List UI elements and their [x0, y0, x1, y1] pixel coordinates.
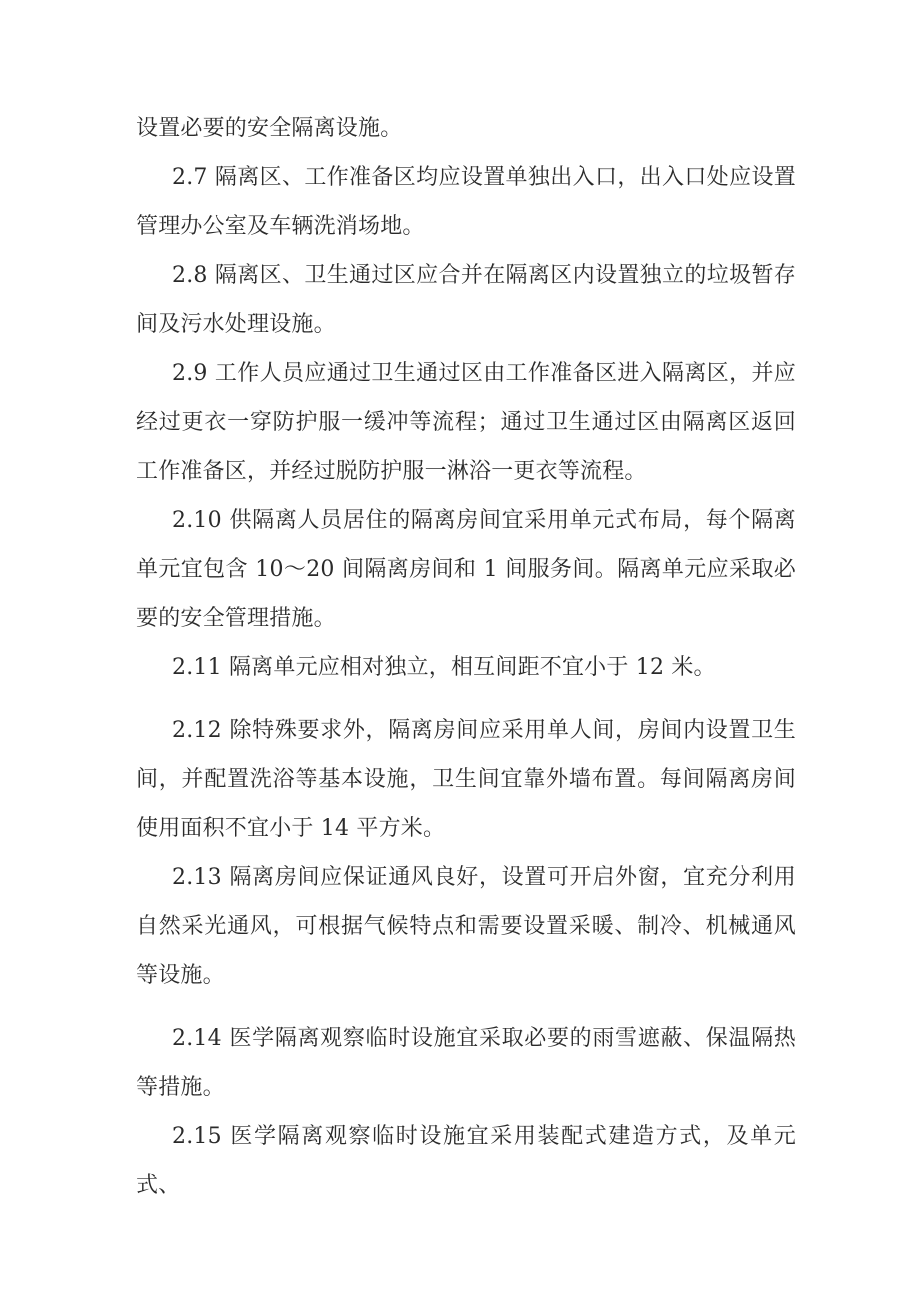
- paragraph-2-10: 2.10 供隔离人员居住的隔离房间宜采用单元式布局，每个隔离单元宜包含 10～20 间隔离房间和 1 间服务间。隔离单元应采取必要的安全管理措施。: [136, 508, 796, 631]
- document-body: [136, 104, 796, 1210]
- paragraph-2-13: 2.13 隔离房间应保证通风良好，设置可开启外窗，宜充分利用自然采光通风，可根据气候特点和需要设置采暖、制冷、机械通风等设施。: [136, 865, 796, 988]
- paragraph-continuation: 设置必要的安全隔离设施。: [136, 116, 403, 141]
- paragraph-2-14: 2.14 医学隔离观察临时设施宜采取必要的雨雪遮蔽、保温隔热等措施。: [136, 1026, 796, 1100]
- paragraph-2-15: 2.15 医学隔离观察临时设施宜采用装配式建造方式，及单元式、: [136, 1124, 796, 1198]
- paragraph-2-11: 2.11 隔离单元应相对独立，相互间距不宜小于 12 米。: [172, 655, 716, 680]
- paragraph-2-9: 2.9 工作人员应通过卫生通过区由工作准备区进入隔离区，并应经过更衣一穿防护服一缓冲等流程；通过卫生通过区由隔离区返回工作准备区，并经过脱防护服一淋浴一更衣等流程。: [136, 361, 796, 484]
- paragraph-2-7: 2.7 隔离区、工作准备区均应设置单独出入口，出入口处应设置管理办公室及车辆洗消场地。: [136, 165, 796, 239]
- paragraph-2-8: 2.8 隔离区、卫生通过区应合并在隔离区内设置独立的垃圾暂存间及污水处理设施。: [136, 263, 796, 337]
- paragraph-2-12: 2.12 除特殊要求外，隔离房间应采用单人间，房间内设置卫生间，并配置洗浴等基本设施，卫生间宜靠外墙布置。每间隔离房间使用面积不宜小于 14 平方米。: [136, 718, 796, 841]
